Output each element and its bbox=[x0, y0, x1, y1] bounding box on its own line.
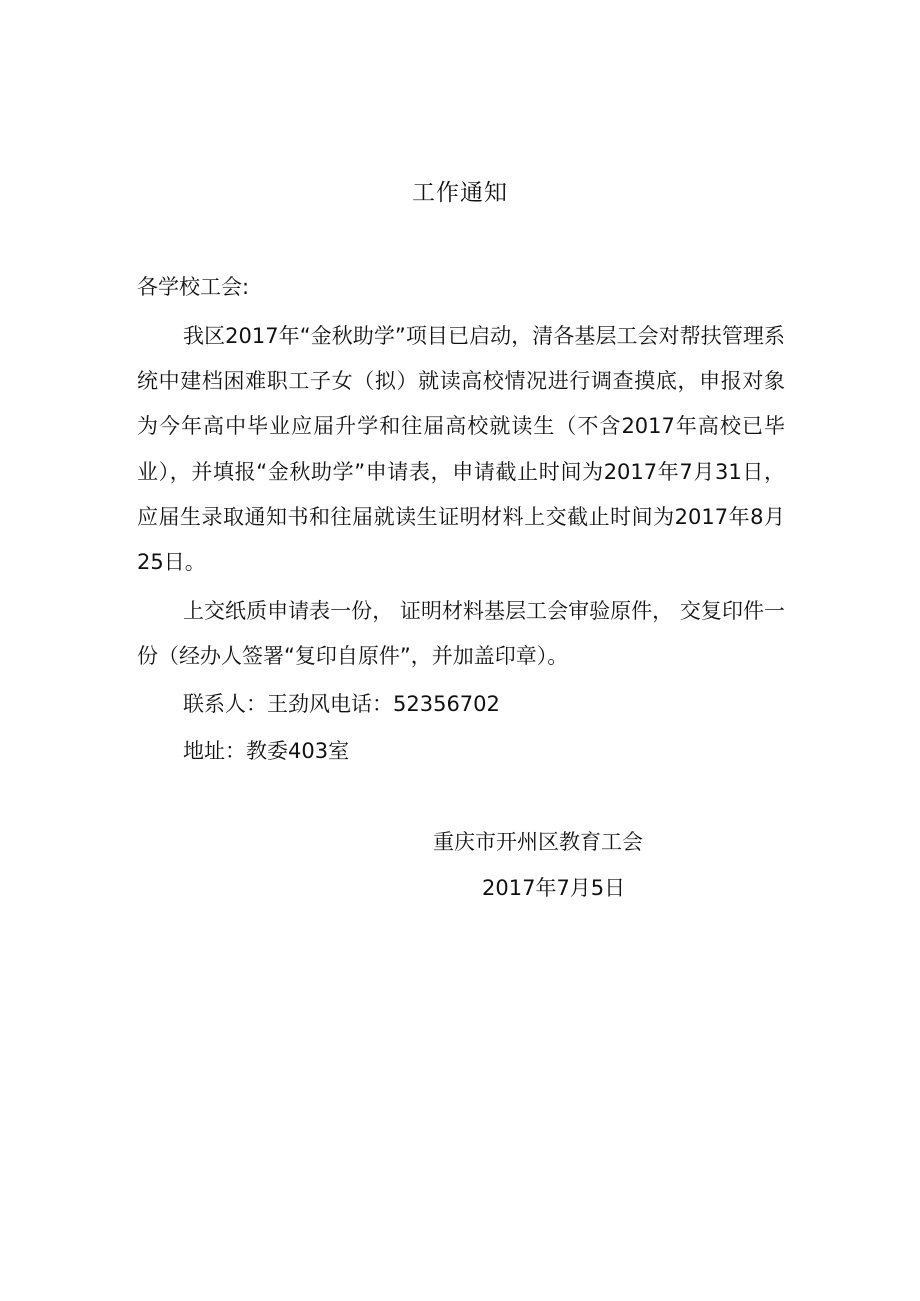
signature-date: 2017年7月5日 bbox=[482, 876, 626, 900]
body-paragraph-1: 我区2017年“金秋助学”项目已启动，清各基层工会对帮扶管理系统中建档困难职工子女（拟）就读高校情况进行调查摸底，申报对象为今年高中毕业应届升学和往届高校就读生（不含2017年高校已毕业），并填报“金秋助学”申请表，申请截止时间为2017年7月31日，应届生录取通知书和往届就读生证明材料上交截止时间为2017年8月25日。 bbox=[137, 324, 785, 575]
address-line: 地址：教委403室 bbox=[183, 739, 350, 763]
salutation: 各学校工会: bbox=[137, 275, 250, 299]
signature-organization: 重庆市开州区教育工会 bbox=[433, 830, 643, 854]
body-paragraph-2: 上交纸质申请表一份， 证明材料基层工会审验原件， 交复印件一份（经办人签署“复印自原件”，并加盖印章）。 bbox=[137, 599, 785, 669]
contact-line: 联系人：王劲风电话：52356702 bbox=[183, 692, 500, 716]
document-title: 工作通知 bbox=[412, 180, 508, 206]
